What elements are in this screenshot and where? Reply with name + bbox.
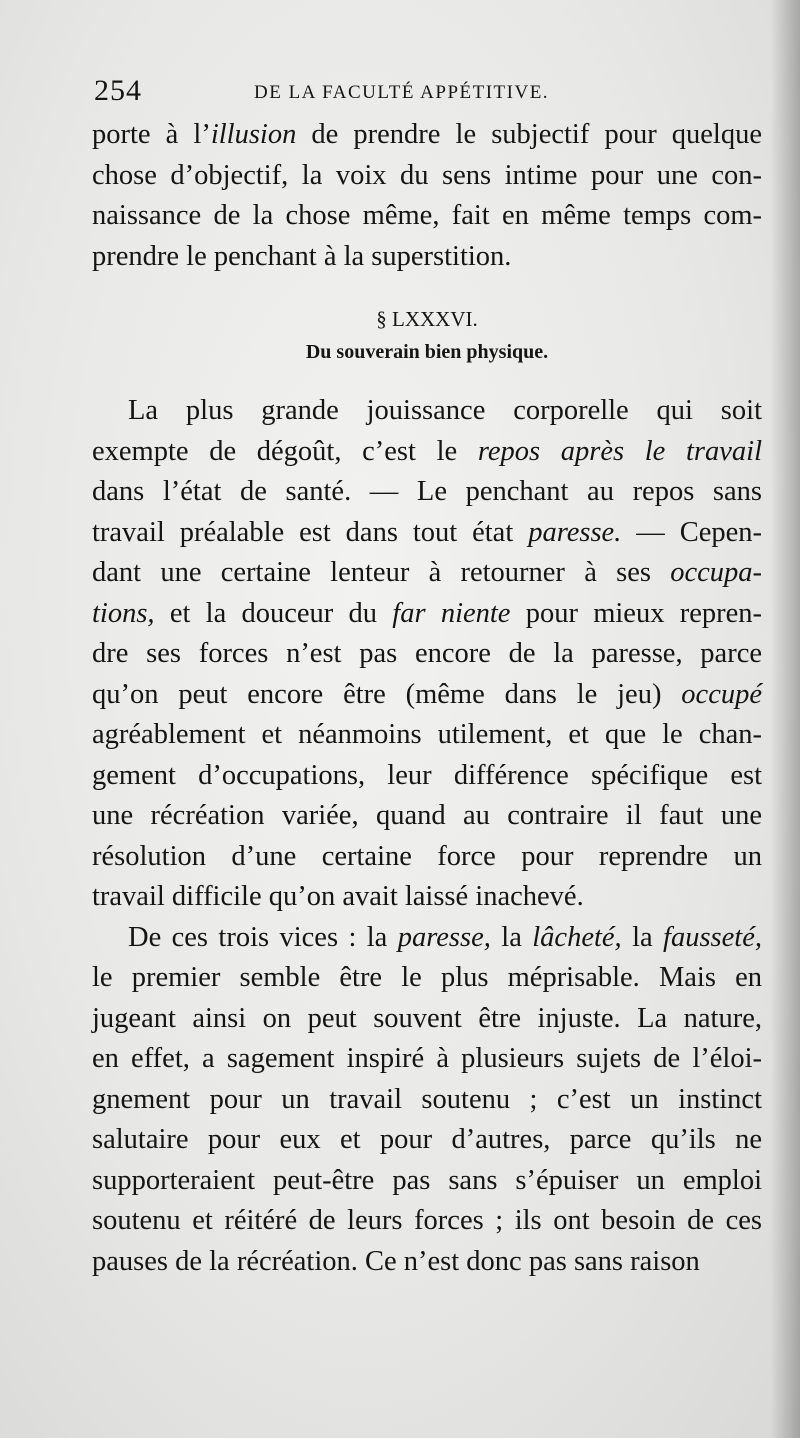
italic-span: occupa- xyxy=(670,557,762,588)
page-number: 254 xyxy=(94,74,142,107)
italic-span: tions, xyxy=(92,597,155,629)
page-header xyxy=(94,74,614,114)
text-line: dans l’état de santé. — Le penchant au repos sans xyxy=(92,476,762,507)
text-line: exempte de dégoût, c’est le repos après le travail xyxy=(92,435,762,467)
section-number: § LXXXVI. xyxy=(376,307,478,331)
text-line: prendre le penchant à la superstition. xyxy=(92,240,512,272)
intro-paragraph xyxy=(92,115,762,277)
text-line: porte à l’illusion de prendre le subjectif pour quelque xyxy=(92,119,762,150)
text-line: soutenu et réitéré de leurs forces ; ils ont besoin de ces xyxy=(92,1205,762,1236)
text-line: tions, et la douceur du far niente pour mieux repren- xyxy=(92,597,762,629)
text-line: une récréation variée, quand au contraire il faut une xyxy=(92,800,762,831)
text-line: gement d’occupations, leur différence spécifique est xyxy=(92,759,762,791)
text-line: jugeant ainsi on peut souvent être injuste. La nature, xyxy=(92,1002,762,1034)
italic-span: illusion xyxy=(210,119,297,150)
text-line: qu’on peut encore être (même dans le jeu) occupé xyxy=(92,678,762,710)
italic-span: lâcheté, xyxy=(532,921,622,953)
italic-span: far niente xyxy=(392,597,511,629)
paragraph-1 xyxy=(92,391,762,918)
italic-span: paresse, xyxy=(397,921,491,953)
text-line: en effet, a sagement inspiré à plusieurs sujets de l’éloi- xyxy=(92,1043,762,1074)
italic-span: repos après le travail xyxy=(477,435,762,467)
text-line: résolution d’une certaine force pour reprendre un xyxy=(92,840,762,872)
paragraph-2 xyxy=(92,918,762,1283)
text-line: chose d’objectif, la voix du sens intime pour une con- xyxy=(92,159,762,191)
text-line: gnement pour un travail soutenu ; c’est un instinct xyxy=(92,1083,762,1115)
text-line: le premier semble être le plus méprisable. Mais en xyxy=(92,962,762,993)
text-line: pauses de la récréation. Ce n’est donc pas sans raison xyxy=(92,1245,700,1277)
text-line: La plus grande jouissance corporelle qui soit xyxy=(128,395,762,426)
text-line: naissance de la chose même, fait en même temps com- xyxy=(92,200,762,231)
running-head: DE LA FACULTÉ APPÉTITIVE. xyxy=(254,82,550,103)
italic-span: fausseté, xyxy=(663,921,762,953)
text-line: De ces trois vices : la paresse, la lâcheté, la fausseté, xyxy=(128,921,762,953)
text-line: travail difficile qu’on avait laissé inachevé. xyxy=(92,881,584,912)
italic-span: occupé xyxy=(681,678,762,710)
text-line: travail préalable est dans tout état paresse. — Cepen- xyxy=(92,516,762,548)
page-body xyxy=(92,115,762,1282)
text-line: dant une certaine lenteur à retourner à ses occupa- xyxy=(92,557,762,588)
text-line: dre ses forces n’est pas encore de la paresse, parce xyxy=(92,638,762,669)
text-line: agréablement et néanmoins utilement, et que le chan- xyxy=(92,719,762,750)
section-title: Du souverain bien physique. xyxy=(305,341,549,363)
text-line: salutaire pour eux et pour d’autres, parce qu’ils ne xyxy=(92,1124,762,1155)
text-line: supporteraient peut-être pas sans s’épuiser un emploi xyxy=(92,1164,762,1196)
italic-span: paresse. xyxy=(528,516,622,548)
